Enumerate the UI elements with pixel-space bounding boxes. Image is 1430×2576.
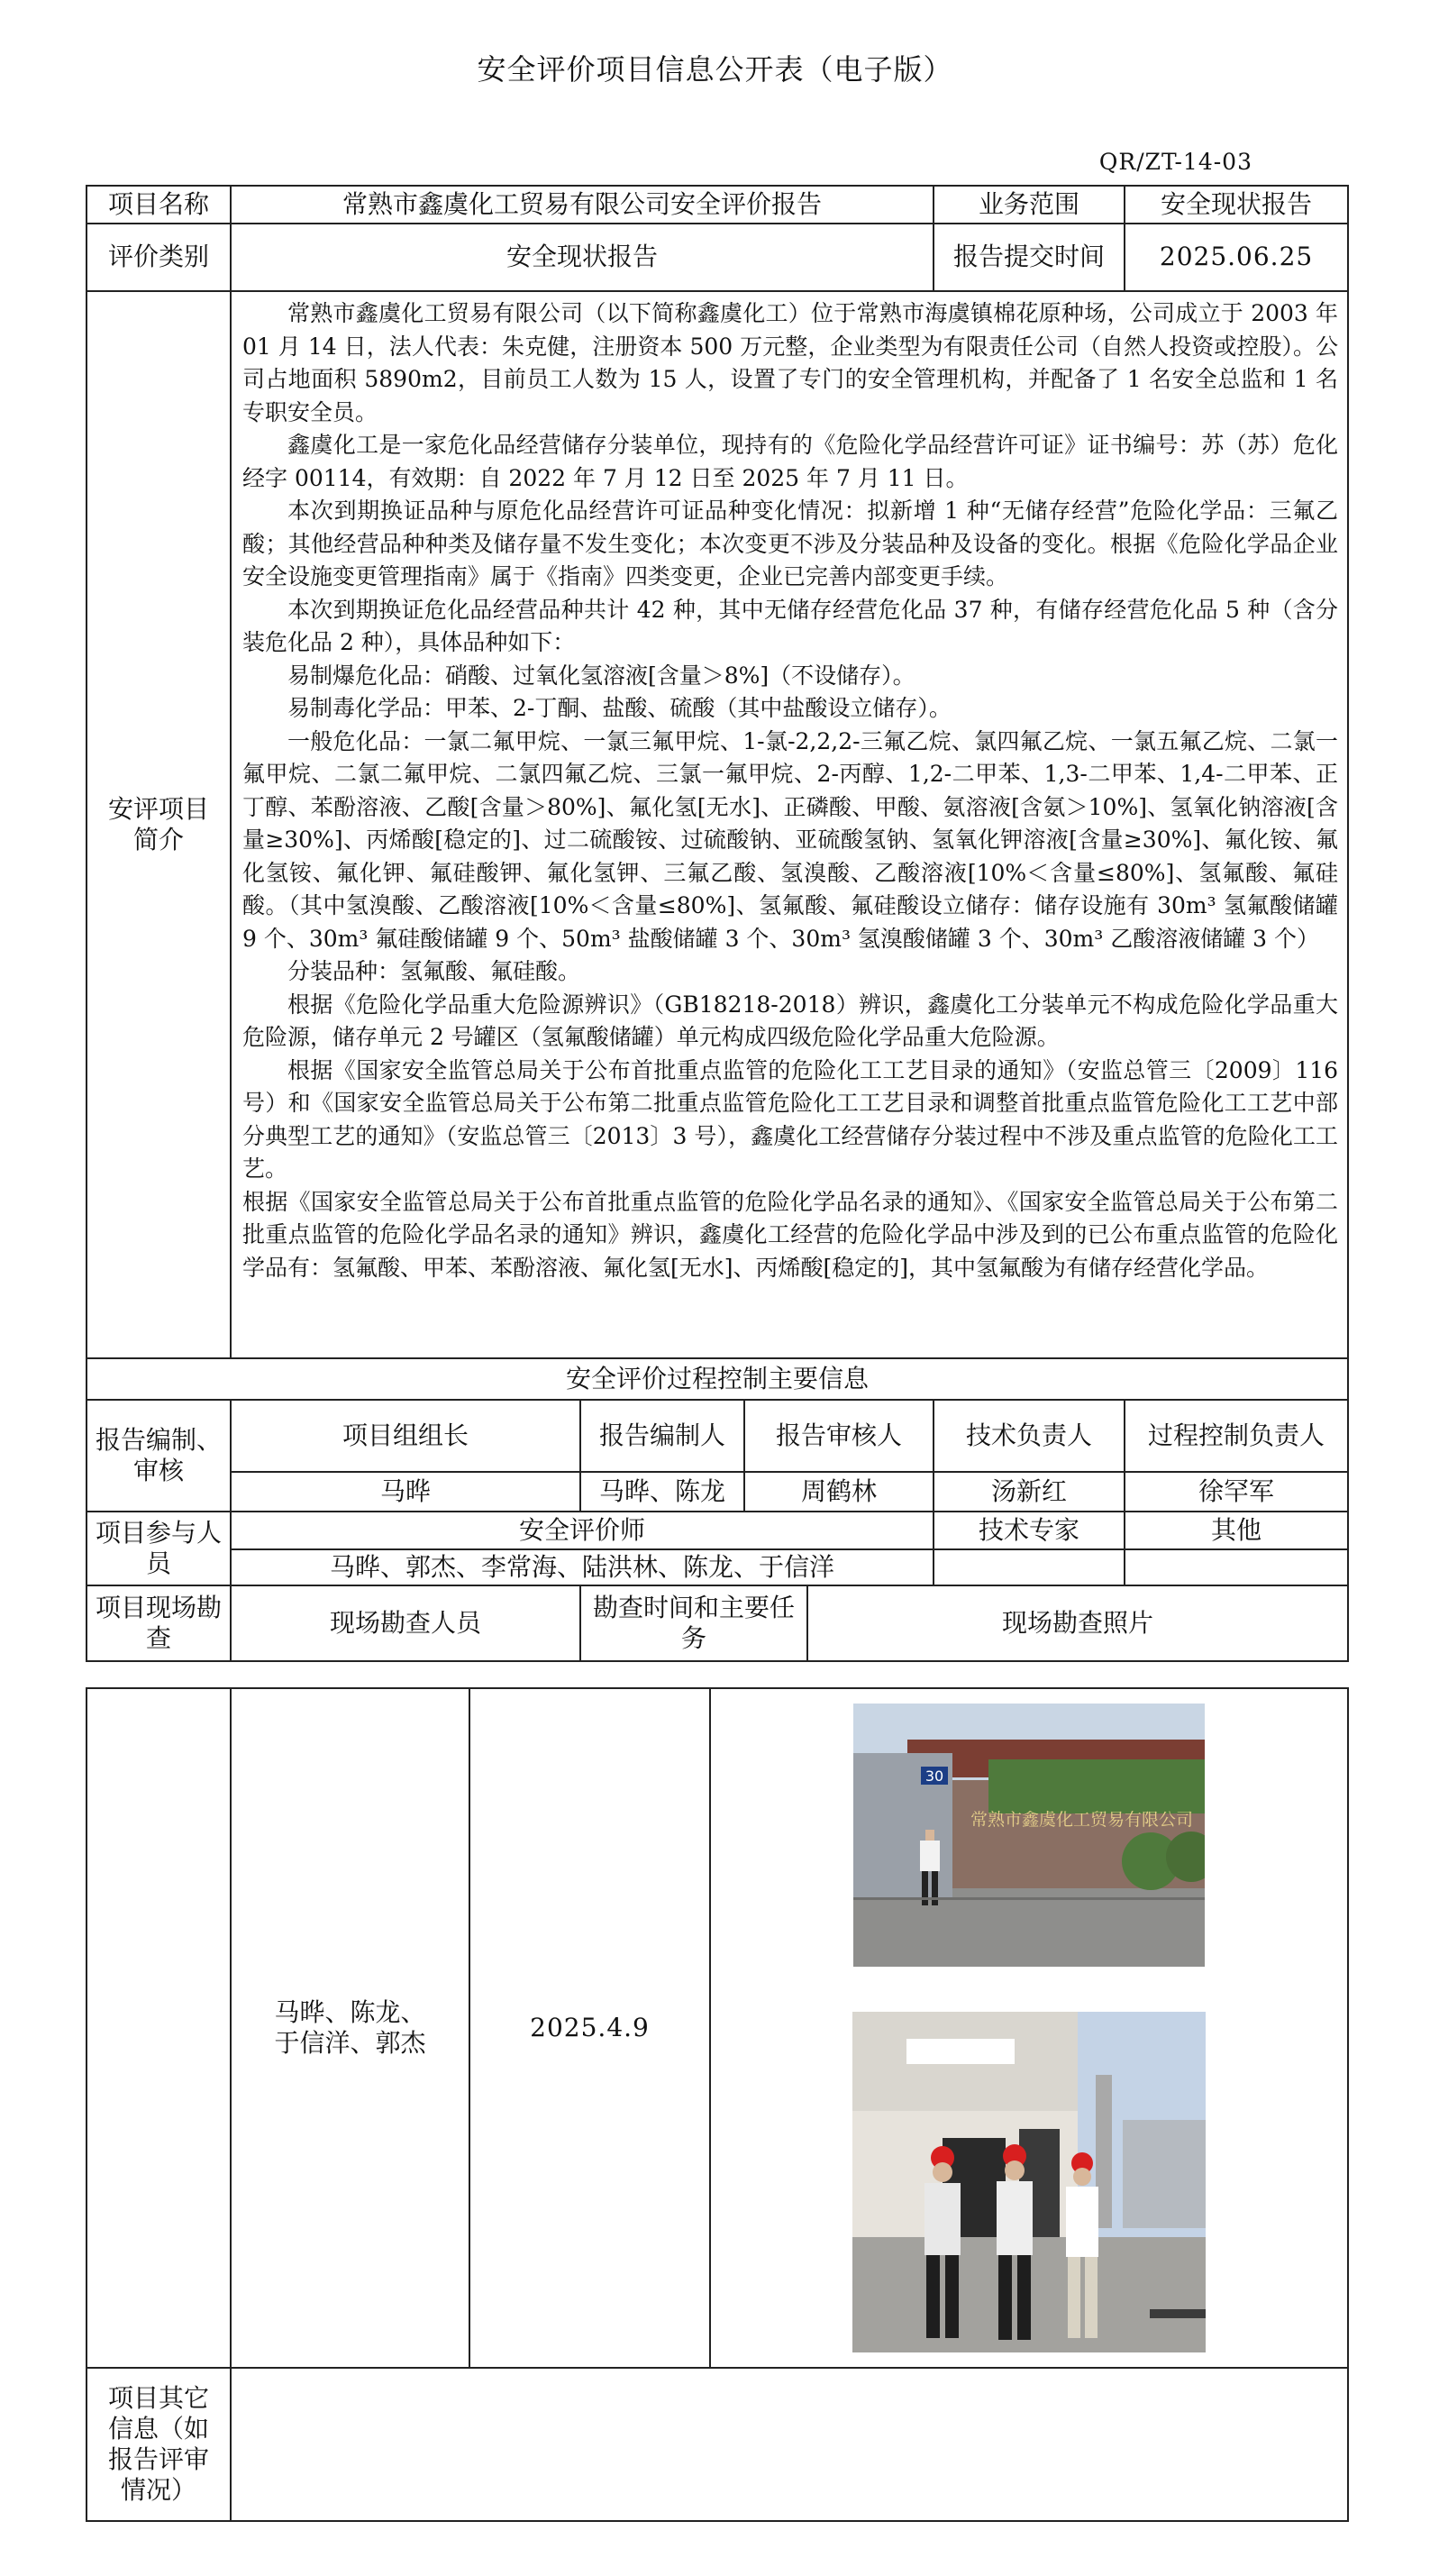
survey-staff-value: 马晔、陈龙、于信洋、郭杰 [231, 1688, 469, 2368]
document-number: QR/ZT-14-03 [1098, 149, 1252, 175]
evaluation-category-label: 评价类别 [87, 224, 231, 291]
survey-table [86, 1687, 1349, 2522]
other-info-value [231, 2368, 1348, 2521]
process-control-lead-header: 过程控制负责人 [1125, 1400, 1348, 1472]
project-name-value: 常熟市鑫虞化工贸易有限公司安全评价报告 [231, 186, 934, 224]
other-participants-value [1125, 1549, 1348, 1585]
intro-paragraph: 根据《危险化学品重大危险源辨识》（GB18218-2018）辨识，鑫虞化工分装单元不构成危险化学品重大危险源，储存单元 2 号罐区（氢氟酸储罐）单元构成四级危险化学品重大危险源。 [242, 991, 1339, 1050]
intro-paragraph: 鑫虞化工是一家危化品经营储存分装单位，现持有的《危险化学品经营许可证》证书编号：苏（苏）危化经字 00114，有效期：自 2022 年 7 月 12 日至 2025 年 7 月 11 日。 [242, 432, 1339, 491]
team-leader-header: 项目组组长 [231, 1400, 580, 1472]
survey-photos-header: 现场勘查照片 [807, 1585, 1348, 1661]
participants-label: 项目参与人员 [87, 1512, 231, 1585]
technical-lead-header: 技术负责人 [934, 1400, 1125, 1472]
business-scope-value: 安全现状报告 [1125, 186, 1348, 224]
project-intro-label: 安评项目简介 [87, 291, 231, 1358]
intro-paragraph: 一般危化品：一氯二氟甲烷、一氯三氟甲烷、1-氯-2,2,2-三氟乙烷、氯四氟乙烷、一氯五氟乙烷、二氯一氟甲烷、二氯二氟甲烷、二氯四氟乙烷、三氯一氟甲烷、2-丙醇、1,2-二甲苯、1,3-二甲苯、1,4-二甲苯、正丁醇、苯酚溶液、乙酸[含量＞80%]、氟化氢[无水]、正磷酸、甲酸、氨溶液[含氨＞10%]、氢氧化钠溶液[含量≥30%]、丙烯酸[稳定的]、过二硫酸铵、过硫酸钠、亚硫酸氢钠、氢氧化钾溶液[含量≥30%]、氟化铵、氟化氢铵、氟化钾、氟硅酸钾、氟化氢钾、三氟乙酸、氢溴酸、乙酸溶液[10%＜含量≤80%]、氢氟酸、氟硅酸。（其中氢溴酸、乙酸溶液[10%＜含量≤80%]、氢氟酸、氟硅酸设立储存：储存设施有 30m³ 氢氟酸储罐 9 个、30m³ 氟硅酸储罐 9 个、50m³ 盐酸储罐 3 个、30m³ 氢溴酸储罐 3 个、30m³ 乙酸溶液储罐 3 个） [242, 727, 1339, 952]
process-control-lead-value: 徐罕军 [1125, 1472, 1348, 1512]
intro-paragraph: 根据《国家安全监管总局关于公布首批重点监管的危险化工工艺目录的通知》（安监总管三〔2009〕116 号）和《国家安全监管总局关于公布第二批重点监管危险化工工艺目录和调整首批重点监管危险化工工艺中部分典型工艺的通知》（安监总管三〔2013〕3 号），鑫虞化工经营储存分装过程中不涉及重点监管的危险化工工艺。 [242, 1056, 1339, 1182]
project-intro-text [231, 291, 1348, 1358]
evaluation-category-value: 安全现状报告 [231, 224, 934, 291]
intro-paragraph: 根据《国家安全监管总局关于公布首批重点监管的危险化学品名录的通知》、《国家安全监管总局关于公布第二批重点监管的危险化学品名录的通知》辨识，鑫虞化工经营的危险化学品中涉及到的已公布重点监管的危险化学品有：氢氟酸、甲苯、苯酚溶液、氟化氢[无水]、丙烯酸[稳定的]，其中氢氟酸为有储存经营化学品。 [242, 1188, 1339, 1281]
site-photo-entrance [853, 1704, 1205, 1967]
survey-time-header: 勘查时间和主要任务 [580, 1585, 807, 1661]
intro-paragraph: 易制毒化学品：甲苯、2-丁酮、盐酸、硫酸（其中盐酸设立储存）。 [287, 695, 952, 721]
report-author-value: 马晔、陈龙 [580, 1472, 744, 1512]
technical-lead-value: 汤新红 [934, 1472, 1125, 1512]
report-author-header: 报告编制人 [580, 1400, 744, 1472]
team-leader-value: 马晔 [231, 1472, 580, 1512]
house-number-sign: 30 [924, 1768, 944, 1785]
intro-paragraph: 本次到期换证危化品经营品种共计 42 种，其中无储存经营危化品 37 种，有储存经营危化品 5 种（含分装危化品 2 种），具体品种如下： [242, 596, 1339, 655]
intro-paragraph: 易制爆危化品：硝酸、过氧化氢溶液[含量＞8%]（不设储存）。 [287, 662, 915, 689]
page-title: 安全评价项目信息公开表（电子版） [477, 52, 953, 87]
report-reviewer-header: 报告审核人 [744, 1400, 934, 1472]
info-table [86, 185, 1349, 1662]
report-reviewer-value: 周鹤林 [744, 1472, 934, 1512]
intro-paragraph: 分装品种：氢氟酸、氟硅酸。 [287, 958, 581, 984]
report-section-label: 报告编制、审核 [87, 1400, 231, 1512]
company-sign: 常熟市鑫虞化工贸易有限公司 [970, 1810, 1194, 1830]
survey-staff-header: 现场勘查人员 [231, 1585, 580, 1661]
technical-expert-value [934, 1549, 1125, 1585]
survey-blank-label [87, 1688, 231, 2368]
safety-evaluator-label: 安全评价师 [231, 1512, 934, 1549]
safety-evaluators-value: 马晔、郭杰、李常海、陆洪林、陈龙、于信洋 [231, 1549, 934, 1585]
business-scope-label: 业务范围 [934, 186, 1125, 224]
site-survey-label: 项目现场勘查 [87, 1585, 231, 1661]
submission-time-label: 报告提交时间 [934, 224, 1125, 291]
site-photo-team [852, 2012, 1206, 2352]
intro-paragraph: 本次到期换证品种与原危化品经营许可证品种变化情况：拟新增 1 种“无储存经营”危险化学品：三氟乙酸；其他经营品种种类及储存量不发生变化；本次变更不涉及分装品种及设备的变化。根据《危险化学品企业安全设施变更管理指南》属于《指南》四类变更，企业已完善内部变更手续。 [242, 498, 1339, 589]
submission-time-value: 2025.06.25 [1125, 224, 1348, 291]
survey-date-value: 2025.4.9 [469, 1688, 710, 2368]
survey-photos-cell [710, 1688, 1348, 2368]
project-name-label: 项目名称 [87, 186, 231, 224]
other-info-label: 项目其它信息（如报告评审情况） [87, 2368, 231, 2521]
process-control-header: 安全评价过程控制主要信息 [87, 1358, 1348, 1400]
other-participants-label: 其他 [1125, 1512, 1348, 1549]
intro-paragraph: 常熟市鑫虞化工贸易有限公司（以下简称鑫虞化工）位于常熟市海虞镇棉花原种场，公司成立于 2003 年 01 月 14 日，法人代表：朱克健，注册资本 500 万元整，企业类型为有限责任公司（自然人投资或控股）。公司占地面积 5890m2，目前员工人数为 15 人，设置了专门的安全管理机构，并配备了 1 名安全总监和 1 名专职安全员。 [242, 300, 1339, 425]
technical-expert-label: 技术专家 [934, 1512, 1125, 1549]
